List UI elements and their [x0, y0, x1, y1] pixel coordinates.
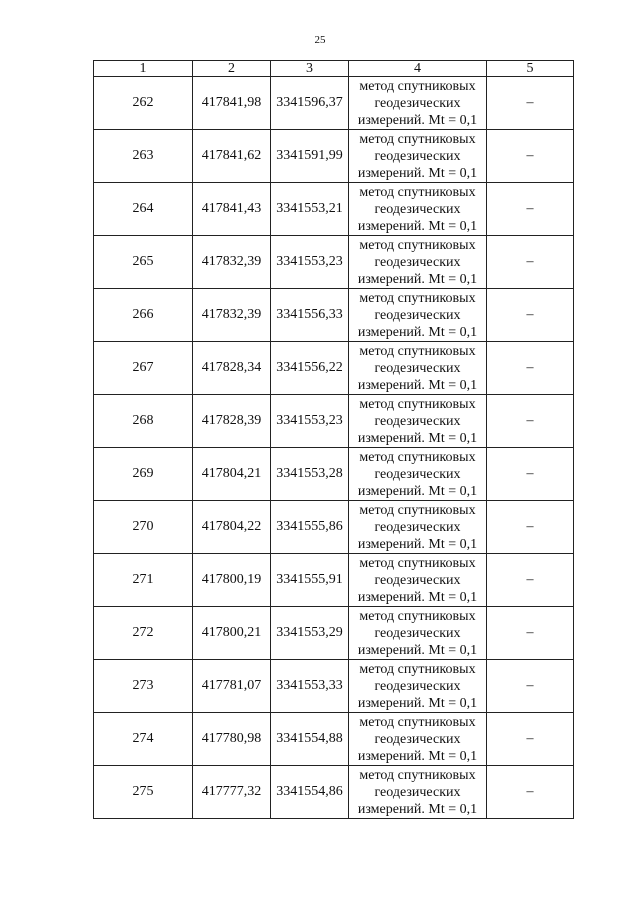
table-row — [94, 342, 574, 395]
y-coordinate-cell: 3341553,33 — [271, 660, 349, 713]
header-row — [94, 61, 574, 77]
method-line-2: геодезических — [374, 678, 461, 694]
method-cell — [349, 448, 487, 501]
method-cell — [349, 713, 487, 766]
page-number: 25 — [314, 34, 326, 46]
method-cell — [349, 183, 487, 236]
method-line-2: геодезических — [374, 95, 461, 111]
point-number-cell: 263 — [94, 130, 193, 183]
table-header — [94, 61, 574, 77]
x-coordinate-cell: 417800,19 — [193, 554, 271, 607]
method-line-2: геодезических — [374, 307, 461, 323]
note-cell: – — [487, 766, 574, 819]
method-line-2: геодезических — [374, 519, 461, 535]
method-line-3: измерений. Mt = 0,1 — [357, 536, 478, 552]
method-line-3: измерений. Mt = 0,1 — [357, 377, 478, 393]
method-line-1: метод спутниковых — [359, 449, 476, 465]
y-coordinate-cell: 3341596,37 — [271, 77, 349, 130]
method-line-1: метод спутниковых — [359, 608, 476, 624]
method-line-2: геодезических — [374, 731, 461, 747]
method-line-1: метод спутниковых — [359, 78, 476, 94]
x-coordinate-cell: 417841,62 — [193, 130, 271, 183]
table-row — [94, 448, 574, 501]
method-cell — [349, 342, 487, 395]
y-coordinate-cell: 3341556,33 — [271, 289, 349, 342]
method-line-1: метод спутниковых — [359, 184, 476, 200]
note-cell: – — [487, 289, 574, 342]
method-line-2: геодезических — [374, 625, 461, 641]
y-coordinate-cell: 3341553,23 — [271, 236, 349, 289]
method-line-2: геодезических — [374, 201, 461, 217]
method-line-3: измерений. Mt = 0,1 — [357, 801, 478, 817]
header-col-2: 2 — [193, 61, 271, 77]
table-row — [94, 289, 574, 342]
method-cell — [349, 289, 487, 342]
note-cell: – — [487, 448, 574, 501]
method-line-2: геодезических — [374, 148, 461, 164]
method-line-1: метод спутниковых — [359, 343, 476, 359]
table-row — [94, 607, 574, 660]
table-row — [94, 183, 574, 236]
note-cell: – — [487, 554, 574, 607]
note-cell: – — [487, 130, 574, 183]
point-number-cell: 271 — [94, 554, 193, 607]
table-row — [94, 130, 574, 183]
x-coordinate-cell: 417841,98 — [193, 77, 271, 130]
y-coordinate-cell: 3341556,22 — [271, 342, 349, 395]
method-line-3: измерений. Mt = 0,1 — [357, 483, 478, 499]
y-coordinate-cell: 3341554,86 — [271, 766, 349, 819]
table-row — [94, 77, 574, 130]
header-col-5: 5 — [487, 61, 574, 77]
point-number-cell: 266 — [94, 289, 193, 342]
method-cell — [349, 554, 487, 607]
method-line-3: измерений. Mt = 0,1 — [357, 271, 478, 287]
x-coordinate-cell: 417781,07 — [193, 660, 271, 713]
method-line-3: измерений. Mt = 0,1 — [357, 218, 478, 234]
method-cell — [349, 236, 487, 289]
table-row — [94, 501, 574, 554]
point-number-cell: 264 — [94, 183, 193, 236]
table-row — [94, 395, 574, 448]
method-line-2: геодезических — [374, 413, 461, 429]
method-line-1: метод спутниковых — [359, 131, 476, 147]
table-body — [94, 77, 574, 819]
table-row — [94, 554, 574, 607]
method-line-1: метод спутниковых — [359, 396, 476, 412]
note-cell: – — [487, 660, 574, 713]
point-number-cell: 268 — [94, 395, 193, 448]
table-row — [94, 236, 574, 289]
x-coordinate-cell: 417828,39 — [193, 395, 271, 448]
method-line-3: измерений. Mt = 0,1 — [357, 112, 478, 128]
method-line-2: геодезических — [374, 572, 461, 588]
y-coordinate-cell: 3341553,28 — [271, 448, 349, 501]
x-coordinate-cell: 417780,98 — [193, 713, 271, 766]
table-row — [94, 766, 574, 819]
table-row — [94, 660, 574, 713]
point-number-cell: 275 — [94, 766, 193, 819]
y-coordinate-cell: 3341555,91 — [271, 554, 349, 607]
method-line-2: геодезических — [374, 254, 461, 270]
y-coordinate-cell: 3341553,21 — [271, 183, 349, 236]
note-cell: – — [487, 713, 574, 766]
point-number-cell: 272 — [94, 607, 193, 660]
point-number-cell: 269 — [94, 448, 193, 501]
y-coordinate-cell: 3341554,88 — [271, 713, 349, 766]
y-coordinate-cell: 3341591,99 — [271, 130, 349, 183]
method-line-3: измерений. Mt = 0,1 — [357, 430, 478, 446]
point-number-cell: 265 — [94, 236, 193, 289]
method-cell — [349, 660, 487, 713]
method-line-2: геодезических — [374, 784, 461, 800]
note-cell: – — [487, 77, 574, 130]
note-cell: – — [487, 183, 574, 236]
x-coordinate-cell: 417800,21 — [193, 607, 271, 660]
x-coordinate-cell: 417832,39 — [193, 289, 271, 342]
method-line-3: измерений. Mt = 0,1 — [357, 695, 478, 711]
method-cell — [349, 607, 487, 660]
point-number-cell: 273 — [94, 660, 193, 713]
x-coordinate-cell: 417828,34 — [193, 342, 271, 395]
table-row — [94, 713, 574, 766]
method-line-1: метод спутниковых — [359, 767, 476, 783]
header-col-4: 4 — [349, 61, 487, 77]
method-line-1: метод спутниковых — [359, 555, 476, 571]
method-line-1: метод спутниковых — [359, 290, 476, 306]
point-number-cell: 262 — [94, 77, 193, 130]
note-cell: – — [487, 395, 574, 448]
x-coordinate-cell: 417841,43 — [193, 183, 271, 236]
method-cell — [349, 501, 487, 554]
method-cell — [349, 395, 487, 448]
x-coordinate-cell: 417832,39 — [193, 236, 271, 289]
point-number-cell: 274 — [94, 713, 193, 766]
note-cell: – — [487, 342, 574, 395]
method-line-1: метод спутниковых — [359, 714, 476, 730]
x-coordinate-cell: 417804,21 — [193, 448, 271, 501]
y-coordinate-cell: 3341553,29 — [271, 607, 349, 660]
point-number-cell: 267 — [94, 342, 193, 395]
coordinates-table — [93, 60, 574, 819]
method-cell — [349, 77, 487, 130]
method-line-3: измерений. Mt = 0,1 — [357, 642, 478, 658]
method-line-3: измерений. Mt = 0,1 — [357, 324, 478, 340]
method-line-1: метод спутниковых — [359, 502, 476, 518]
x-coordinate-cell: 417777,32 — [193, 766, 271, 819]
y-coordinate-cell: 3341553,23 — [271, 395, 349, 448]
y-coordinate-cell: 3341555,86 — [271, 501, 349, 554]
method-line-2: геодезических — [374, 360, 461, 376]
point-number-cell: 270 — [94, 501, 193, 554]
note-cell: – — [487, 607, 574, 660]
header-col-1: 1 — [94, 61, 193, 77]
method-line-1: метод спутниковых — [359, 237, 476, 253]
method-line-3: измерений. Mt = 0,1 — [357, 589, 478, 605]
header-col-3: 3 — [271, 61, 349, 77]
method-line-3: измерений. Mt = 0,1 — [357, 165, 478, 181]
x-coordinate-cell: 417804,22 — [193, 501, 271, 554]
method-cell — [349, 130, 487, 183]
note-cell: – — [487, 236, 574, 289]
method-line-1: метод спутниковых — [359, 661, 476, 677]
method-line-2: геодезических — [374, 466, 461, 482]
note-cell: – — [487, 501, 574, 554]
method-cell — [349, 766, 487, 819]
method-line-3: измерений. Mt = 0,1 — [357, 748, 478, 764]
